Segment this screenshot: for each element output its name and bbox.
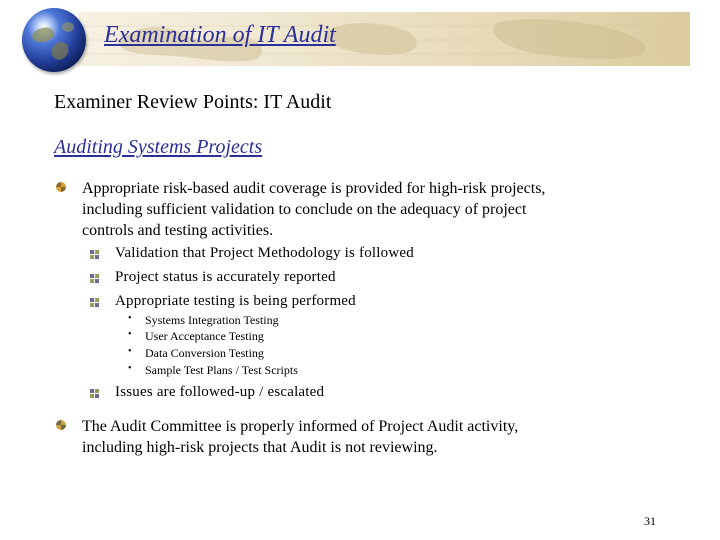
sub-point-3-text: Appropriate testing is being performed <box>115 293 356 309</box>
list-item <box>128 313 279 328</box>
diamond-bullet-icon <box>56 420 66 430</box>
sub-point-2-text: Project status is accurately reported <box>115 269 336 285</box>
globe-icon <box>22 8 86 72</box>
main-point-1-line-3: controls and testing activities. <box>82 222 274 239</box>
sub-point-1-text: Validation that Project Methodology is followed <box>115 245 414 261</box>
sub-point-4 <box>90 384 324 401</box>
checker-bullet-icon <box>90 274 99 283</box>
sub-point-2 <box>90 269 336 286</box>
sub-point-1 <box>90 245 414 262</box>
checker-bullet-icon <box>90 298 99 307</box>
slide-subtitle: Examiner Review Points: IT Audit <box>54 91 332 113</box>
sub-point-4-text: Issues are followed-up / escalated <box>115 384 325 400</box>
sub-point-3 <box>90 293 356 310</box>
list-item-text: User Acceptance Testing <box>145 329 264 343</box>
main-point-2-line-2: including high-risk projects that Audit is not reviewing. <box>82 439 438 456</box>
list-item <box>128 363 298 378</box>
main-point-1-line-2: including sufficient validation to conclude on the adequacy of project <box>82 201 527 218</box>
main-point-2 <box>56 416 656 458</box>
dot-bullet-icon: • <box>128 329 132 340</box>
checker-bullet-icon <box>90 250 99 259</box>
list-item-text: Sample Test Plans / Test Scripts <box>145 363 298 377</box>
checker-bullet-icon <box>90 389 99 398</box>
main-point-2-line-1: The Audit Committee is properly informed of Project Audit activity, <box>82 418 519 435</box>
section-heading: Auditing Systems Projects <box>54 136 263 158</box>
diamond-bullet-icon <box>56 182 66 192</box>
list-item <box>128 329 264 344</box>
dot-bullet-icon: • <box>128 313 132 324</box>
main-point-1-line-1: Appropriate risk-based audit coverage is provided for high-risk projects, <box>82 180 546 197</box>
dot-bullet-icon: • <box>128 346 132 357</box>
page-number: 31 <box>644 514 656 528</box>
slide-title: Examination of IT Audit <box>104 22 336 48</box>
dot-bullet-icon: • <box>128 363 132 374</box>
list-item-text: Systems Integration Testing <box>145 313 279 327</box>
main-point-1 <box>56 178 656 241</box>
list-item-text: Data Conversion Testing <box>145 346 264 360</box>
list-item <box>128 346 264 361</box>
